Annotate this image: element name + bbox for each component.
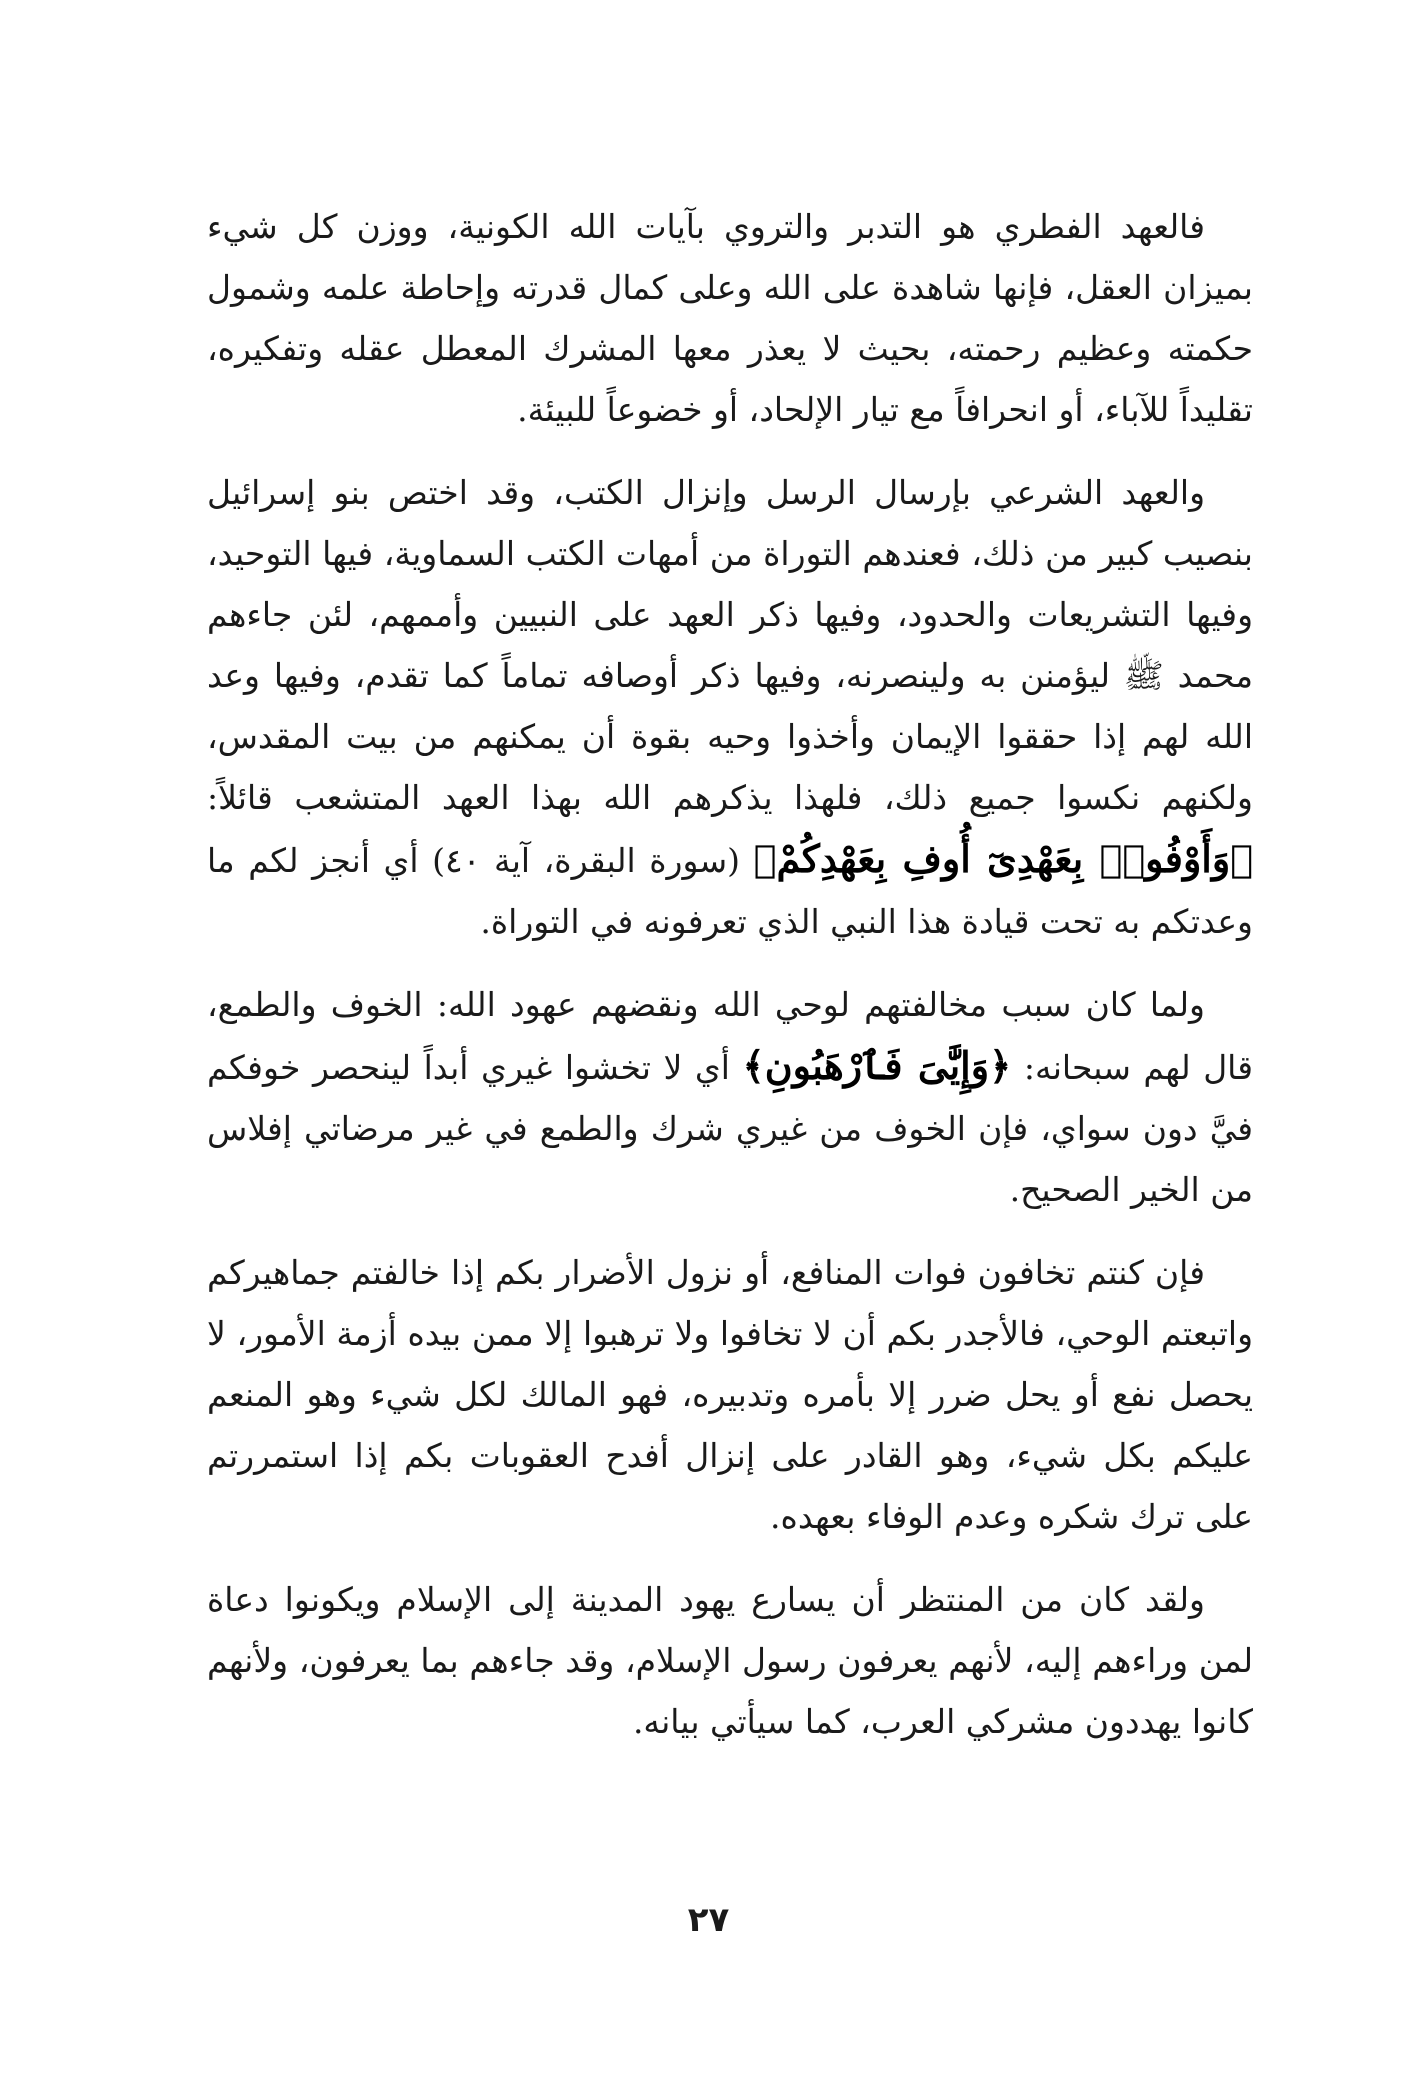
paragraph-1: فالعهد الفطري هو التدبر والتروي بآيات الله الكونية، ووزن كل شيء بميزان العقل، فإنها شاهدة على الله وعلى كمال قدرته وإحاطة علمه وشمول حكمته وعظيم رحمته، بحيث لا يعذر معها المشرك المعطل عقله وتفكيره، تقليداً للآباء، أو انحرافاً مع تيار الإلحاد، أو خضوعاً للبيئة. [207, 207, 1253, 429]
paragraph-5: ولقد كان من المنتظر أن يسارع يهود المدينة إلى الإسلام ويكونوا دعاة لمن وراءهم إليه، لأنهم يعرفون رسول الإسلام، وقد جاءهم بما يعرفون، ولأنهم كانوا يهددون مشركي العرب، كما سيأتي بيانه. [207, 1580, 1253, 1741]
paragraph-4: فإن كنتم تخافون فوات المنافع، أو نزول الأضرار بكم إذا خالفتم جماهيركم واتبعتم الوحي، فالأجدر بكم أن لا تخافوا ولا ترهبوا إلا ممن بيده أزمة الأمور، لا يحصل نفع أو يحل ضرر إلا بأمره وتدبيره، فهو المالك لكل شيء وهو المنعم عليكم بكل شيء، وهو القادر على إنزال أفدح العقوبات بكم إذا استمررتم على ترك شكره وعدم الوفاء بعهده. [207, 1253, 1253, 1536]
paragraph-2-text: والعهد الشرعي بإرسال الرسل وإنزال الكتب، وقد اختص بنو إسرائيل بنصيب كبير من ذلك، فعندهم التوراة من أمهات الكتب السماوية، فيها التوحيد، وفيها التشريعات والحدود، وفيها ذكر العهد على النبيين وأممهم، لئن جاءهم محمد ﷺ ليؤمنن به ولينصرنه، وفيها ذكر أوصافه تماماً كما تقدم، وفيها وعد الله لهم إذا حققوا الإيمان وأخذوا وحيه بقوة أن يمكنهم من بيت المقدس، ولكنهم نكسوا جميع ذلك، فلهذا يذكرهم الله بهذا العهد المتشعب قائلاً: [207, 473, 1253, 817]
paragraph-3-text: ولما كان سبب مخالفتهم لوحي الله ونقضهم عهود الله: الخوف والطمع، قال لهم سبحانه: [207, 985, 1254, 1087]
paragraph-2 [207, 462, 1253, 952]
quran-verse-1: ﴿وَأَوْفُوا۟ بِعَهْدِىٓ أُوفِ بِعَهْدِكُمْ﴾ [753, 836, 1254, 881]
quran-verse-2: ﴿وَإِيَّٰىَ فَٱرْهَبُونِ﴾ [742, 1043, 1012, 1088]
page-number: ٢٧ [687, 1900, 730, 1940]
paragraph-3-text-end: أي لا تخشوا غيري أبداً لينحصر خوفكم فيَّ دون سواي، فإن الخوف من غيري شرك والطمع في غير مرضاتي إفلاس من الخير الصحيح. [207, 1048, 1253, 1209]
paragraph-3 [207, 974, 1253, 1220]
body-text [207, 196, 1253, 1776]
paragraph-2-text-end: (سورة البقرة، آية ٤٠) أي أنجز لكم ما وعدتكم به تحت قيادة هذا النبي الذي تعرفونه في التوراة. [207, 841, 1253, 941]
